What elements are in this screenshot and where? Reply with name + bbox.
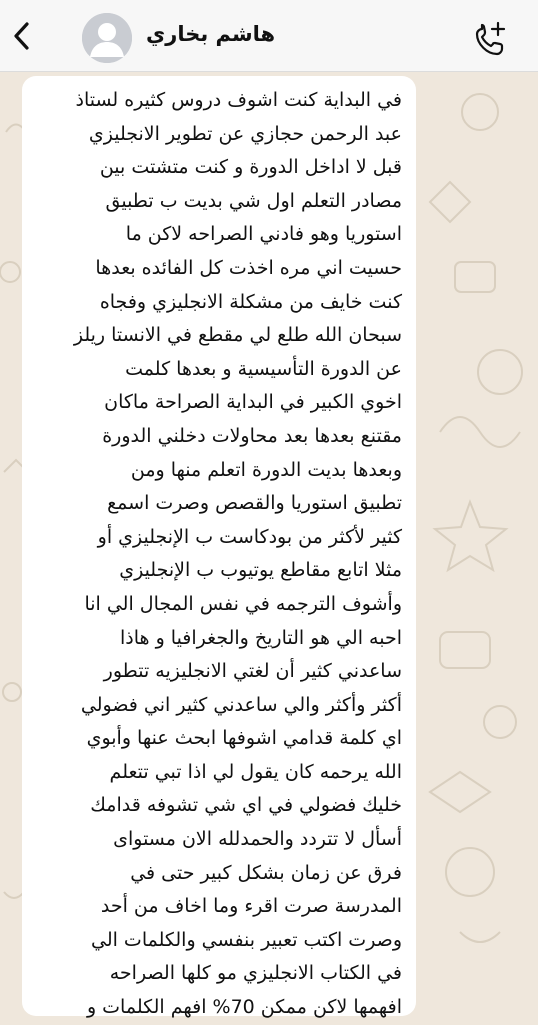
message-line: خليك فضولي في اي شي تشوفه قدامك xyxy=(90,794,402,817)
back-button[interactable] xyxy=(6,18,38,54)
message-line: في البداية كنت اشوف دروس كثيره لستاذ xyxy=(75,89,402,111)
message-line: حسيت اني مره اخذت كل الفائده بعدها xyxy=(95,256,402,279)
message-line: الله يرحمه كان يقول لي اذا تبي تتعلم xyxy=(109,760,402,783)
message-bubble[interactable] xyxy=(22,76,416,1019)
chat-area[interactable] xyxy=(0,72,538,1019)
add-call-icon xyxy=(473,21,507,55)
chat-header xyxy=(0,0,538,72)
message-line: قبل لا اداخل الدورة و كنت متشتت بين xyxy=(99,156,402,179)
message-line: مثلا اتابع مقاطع يوتيوب ب الإنجليزي xyxy=(119,559,402,582)
chevron-left-icon xyxy=(11,20,33,52)
contact-name[interactable]: هاشم بخاري xyxy=(146,22,276,46)
message-line: فرق عن زمان بشكل كبير حتى في xyxy=(130,861,402,884)
message-text xyxy=(32,84,402,1025)
message-line: اي كلمة قدامي اشوفها ابحث عنها وأبوي xyxy=(86,727,402,750)
message-line: وبعدها بديت الدورة اتعلم منها ومن xyxy=(130,458,402,481)
message-line: عن الدورة التأسيسية و بعدها كلمت xyxy=(125,357,402,380)
message-line: اخوي الكبير في البداية الصراحة ماكان xyxy=(104,391,402,414)
message-line: مقتنع بعدها بعد محاولات دخلني الدورة xyxy=(102,424,402,447)
message-line: وأشوف الترجمه في نفس المجال الي انا xyxy=(84,592,402,615)
message-line: كنت خايف من مشكلة الانجليزي وفجاه xyxy=(99,290,402,313)
message-line: أكثر وأكثر والي ساعدني كثير اني فضولي xyxy=(80,693,402,716)
message-line: في الكتاب الانجليزي مو كلها الصراحه xyxy=(109,962,402,985)
message-line: استوريا وهو فادني الصراحه لاكن ما xyxy=(125,223,402,246)
contact-avatar[interactable] xyxy=(82,13,132,63)
message-line: كثير لأكثر من بودكاست ب الإنجليزي أو xyxy=(97,525,402,548)
message-line: مصادر التعلم اول شي بديت ب تطبيق xyxy=(105,189,402,212)
message-line: ساعدني كثير أن لغتي الانجليزيه تتطور xyxy=(103,660,402,683)
add-call-button[interactable] xyxy=(472,20,508,56)
message-line: أسأل لا تتردد والحمدلله الان مستواى xyxy=(113,828,402,851)
message-line: المدرسة صرت اقرء وما اخاف من أحد xyxy=(100,895,402,918)
message-line: عبد الرحمن حجازي عن تطوير الانجليزي xyxy=(88,122,402,145)
message-line: تطبيق استوريا والقصص وصرت اسمع xyxy=(107,492,402,515)
message-line: احبه الي هو التاريخ والجغرافيا و هاذا xyxy=(119,626,402,649)
message-line: افهمها لاكن ممكن 70% افهم الكلمات و xyxy=(86,996,402,1019)
default-avatar-icon xyxy=(82,13,132,63)
message-line: سبحان الله طلع لي مقطع في الانستا ريلز xyxy=(73,324,402,347)
message-line: وصرت اكتب تعبير بنفسي والكلمات الي xyxy=(90,928,402,951)
